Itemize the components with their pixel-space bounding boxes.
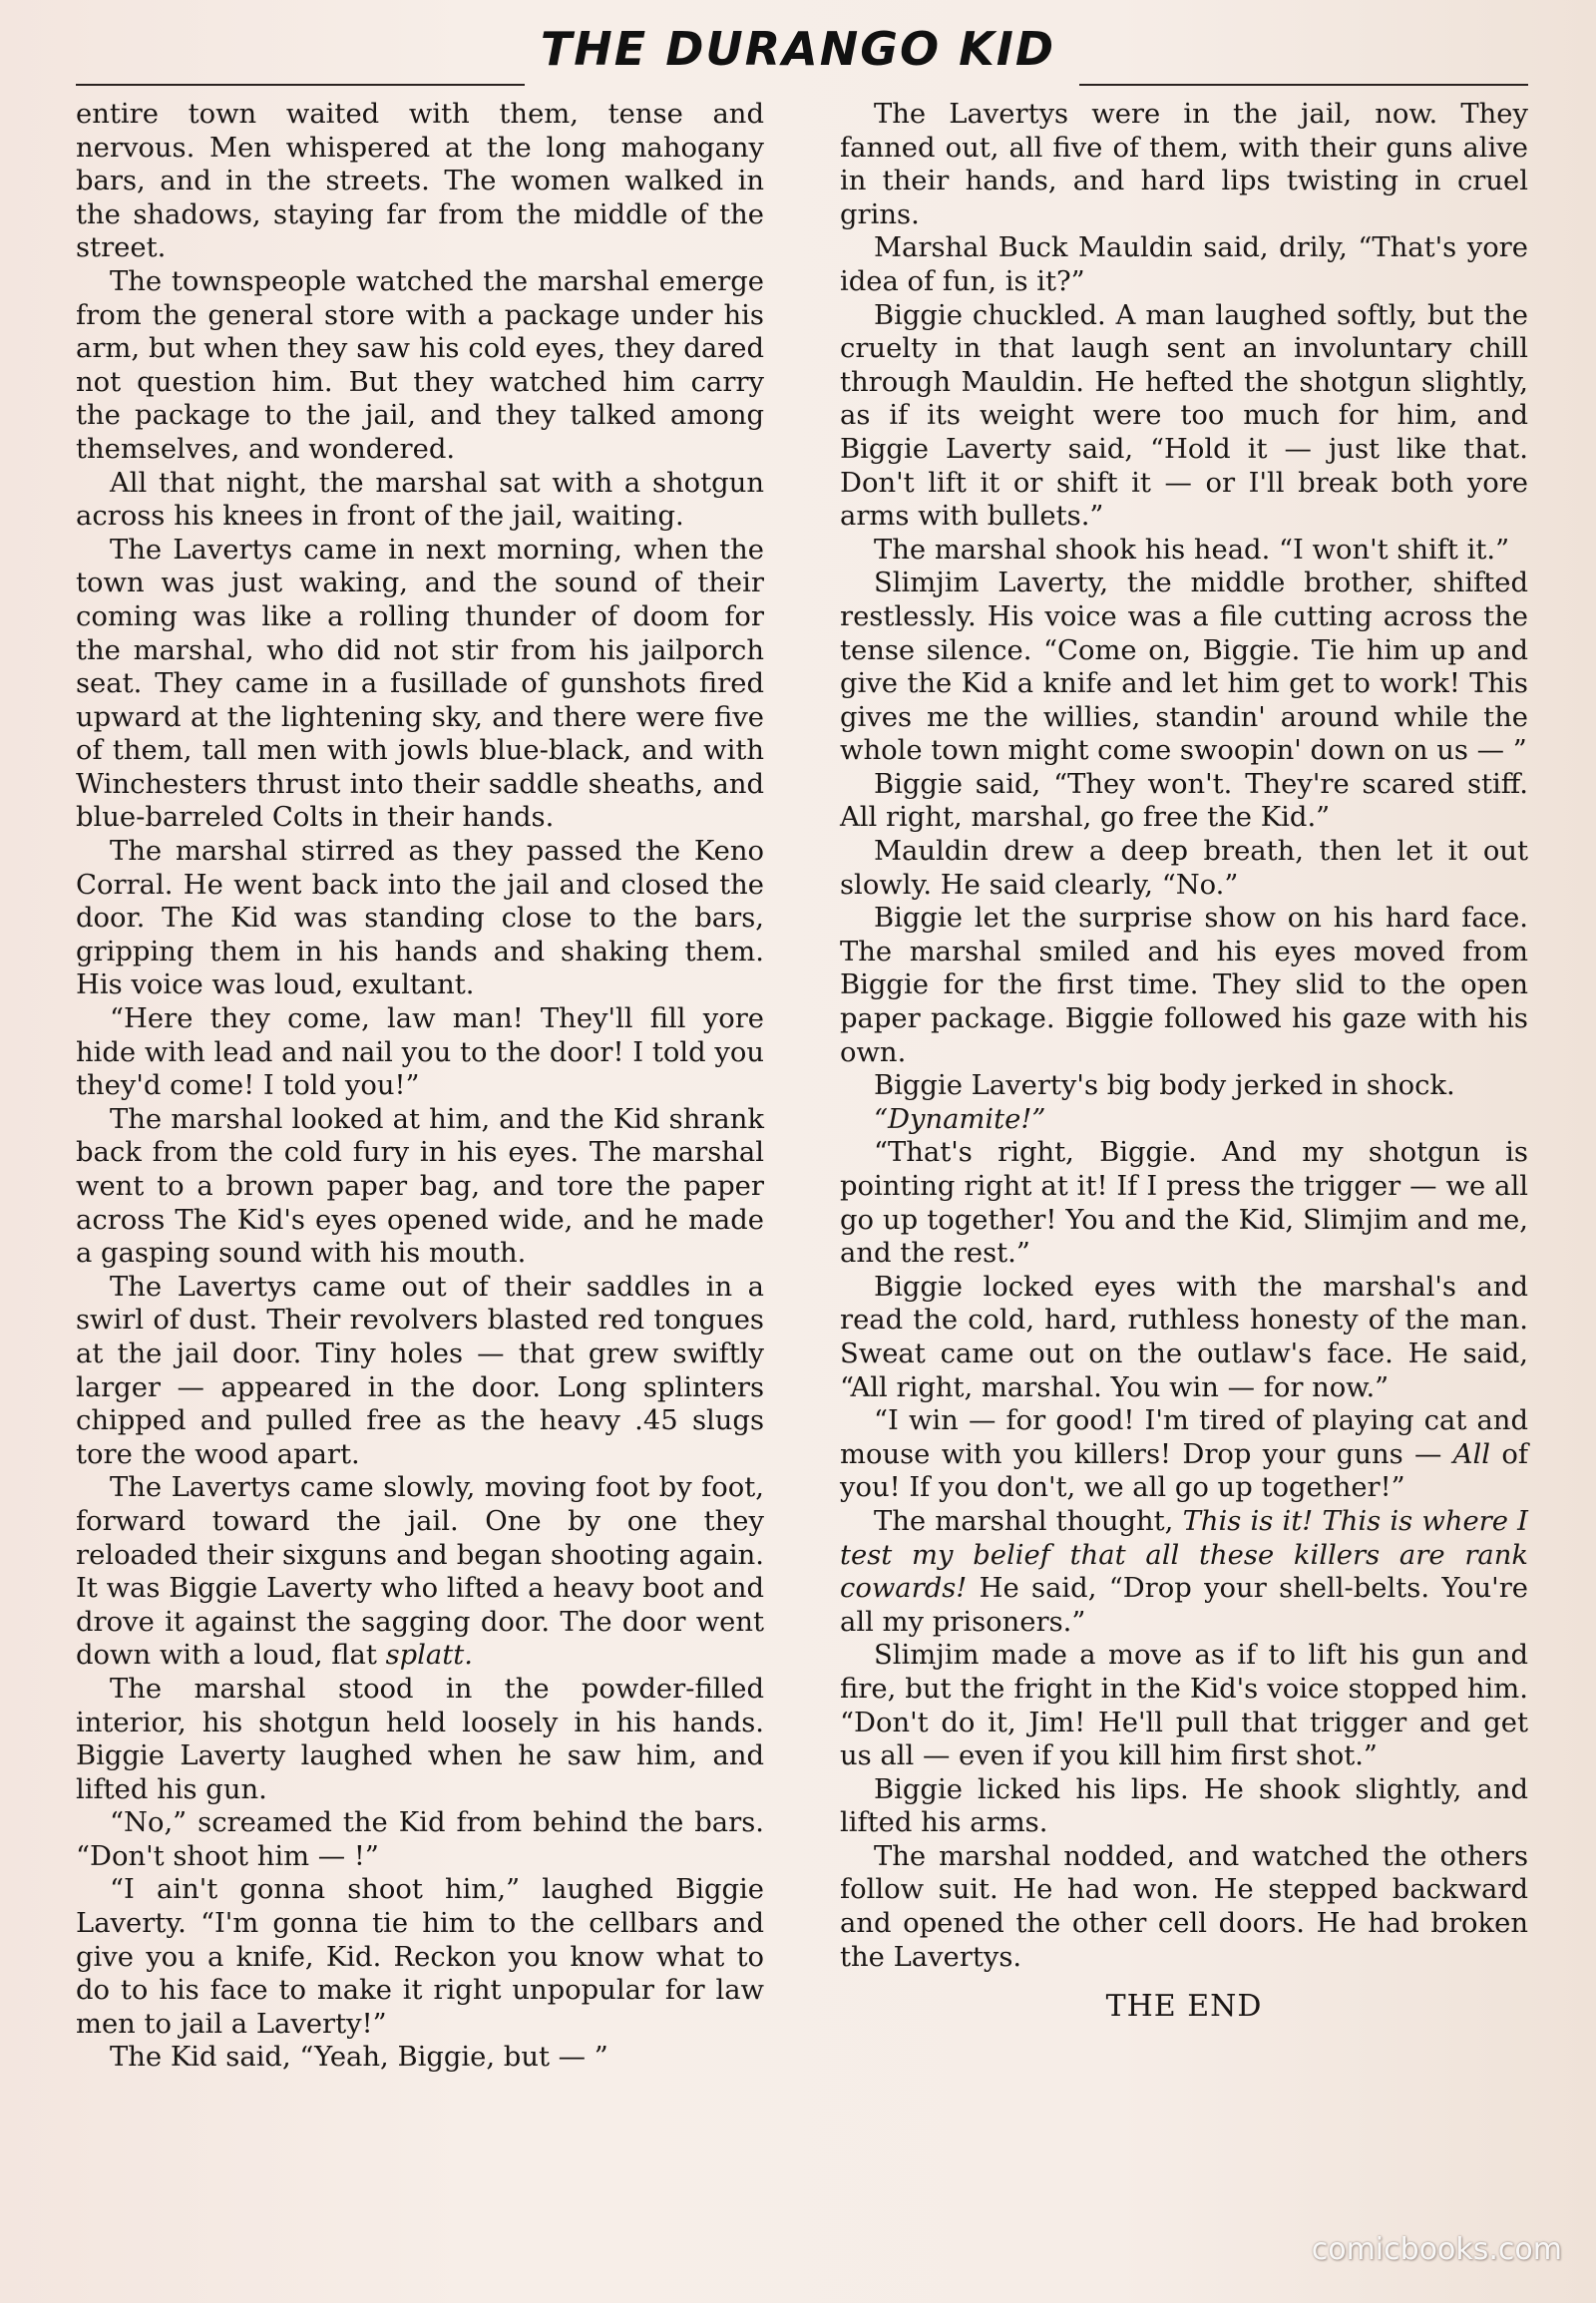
paragraph — [76, 98, 764, 265]
paragraph — [76, 265, 764, 467]
paragraph — [840, 902, 1528, 1069]
paragraph — [840, 1404, 1528, 1505]
title-rule-right — [1079, 84, 1528, 86]
paragraph-text: The Kid said, “Yeah, Biggie, but — ” — [110, 2042, 608, 2074]
paragraph-text: “Here they come, law man! They'll fill yore hide with lead and nail you to the door! I told you they'd come! I told you!” — [76, 1003, 764, 1102]
paragraph — [840, 567, 1528, 768]
paragraph — [840, 1136, 1528, 1270]
paragraph-text: The Lavertys came slowly, moving foot by foot, forward toward the jail. One by one they reloaded their sixguns and began shooting again. It was Biggie Laverty who lifted a heavy boot and drove it against the sagging door. The door went down with a loud, flat — [76, 1472, 764, 1672]
paragraph-text: The marshal looked at him, and the Kid shrank back from the cold fury in his eyes. The marshal went to a brown paper bag, and tore the paper across The Kid's eyes opened wide, and he made a gasping sound with his mouth. — [76, 1103, 764, 1270]
paragraph — [840, 534, 1528, 568]
paragraph-text: The marshal stood in the powder-filled interior, his shotgun held loosely in his hands. Biggie Laverty laughed when he saw him, and lifted his gun. — [76, 1673, 764, 1805]
paragraph — [840, 1069, 1528, 1103]
paragraph — [840, 1840, 1528, 1974]
story-column-left — [76, 98, 764, 2075]
paragraph-text: entire town waited with them, tense and nervous. Men whispered at the long mahogany bars, and in the streets. The women walked in the shadows, staying far from the middle of the street. — [76, 99, 764, 264]
paragraph-text: “I win — for good! I'm tired of playing cat and mouse with you killers! Drop your guns — — [840, 1405, 1528, 1470]
paragraph-text: Biggie chuckled. A man laughed softly, but the cruelty in that laugh sent an involuntary chill through Mauldin. He hefted the shotgun slightly, as if its weight were too much for him, and Biggie Laverty said, “Hold it — just like that. Don't lift it or shift it — or I'll break both yore arms with bullets.” — [840, 299, 1528, 533]
paragraph — [76, 534, 764, 835]
paragraph-text: “I ain't gonna shoot him,” laughed Biggie Laverty. “I'm gonna tie him to the cellbars and give you a knife, Kid. Reckon you know what to do to his face to make it right unpopular for law men to jail a Laverty!” — [76, 1874, 764, 2040]
paragraph — [76, 1271, 764, 1472]
paragraph — [76, 1873, 764, 2041]
the-end-label: THE END — [1105, 1989, 1263, 2025]
emphasis-line: “Dynamite!” — [874, 1103, 1046, 1135]
watermark: comicbooks.com — [1311, 2232, 1562, 2267]
paragraph-text: The Lavertys came in next morning, when the town was just waking, and the sound of their coming was like a rolling thunder of doom for the marshal, who did not stir from his jailporch seat. They came in a fusillade of gunshots fired upward at the lightening sky, and there were five of them, tall men with jowls blue-black, and with Winchesters thrust into their saddle sheaths, and blue-barreled Colts in their hands. — [76, 534, 764, 834]
title-rule-left — [76, 84, 525, 86]
paragraph-text-tail: He said, “Drop your shell-belts. You're all my prisoners.” — [840, 1573, 1528, 1638]
paragraph — [840, 231, 1528, 298]
paragraph-text: Mauldin drew a deep breath, then let it out slowly. He said clearly, “No.” — [840, 836, 1528, 901]
paragraph — [840, 1773, 1528, 1840]
story-column-right — [840, 98, 1528, 2024]
paragraph — [840, 1639, 1528, 1772]
emphasis-text: This is it! This is where I test my belief that all these killers are rank cowards! — [840, 1505, 1528, 1605]
paragraph-text: Biggie Laverty's big body jerked in shock. — [874, 1070, 1455, 1102]
paragraph — [840, 1271, 1528, 1404]
paragraph — [840, 1103, 1528, 1137]
page-title: THE DURANGO KID — [540, 22, 1056, 76]
paragraph-text: All that night, the marshal sat with a shotgun across his knees in front of the jail, waiting. — [76, 467, 764, 533]
paragraph-text: Biggie let the surprise show on his hard face. The marshal smiled and his eyes moved from Biggie for the first time. They slid to the open paper package. Biggie followed his gaze with his own. — [840, 903, 1528, 1068]
paragraph-text: Biggie said, “They won't. They're scared stiff. All right, marshal, go free the Kid.” — [840, 768, 1528, 834]
paragraph-text: The Lavertys came out of their saddles in a swirl of dust. Their revolvers blasted red tongues at the jail door. Tiny holes — that grew swiftly larger — appeared in the door. Long splinters chipped and pulled free as the heavy .45 slugs tore the wood apart. — [76, 1271, 764, 1470]
paragraph — [76, 467, 764, 534]
paragraph-text: “No,” screamed the Kid from behind the bars. “Don't shoot him — !” — [76, 1807, 764, 1872]
paragraph-text: “That's right, Biggie. And my shotgun is pointing right at it! If I press the trigger — we all go up together! You and the Kid, Slimjim and me, and the rest.” — [840, 1137, 1528, 1270]
paragraph — [840, 299, 1528, 534]
paragraph-text: The marshal thought, — [874, 1505, 1174, 1537]
paragraph — [76, 835, 764, 1002]
paragraph-text: The marshal nodded, and watched the others follow suit. He had won. He stepped backward and opened the other cell doors. He had broken the Lavertys. — [840, 1840, 1528, 1973]
paragraph — [840, 98, 1528, 231]
paragraph-text: The townspeople watched the marshal emerge from the general store with a package under his arm, but when they saw his cold eyes, they dared not question him. But they watched him carry the package to the jail, and they talked among themselves, and wondered. — [76, 265, 764, 465]
paragraph-text: Biggie locked eyes with the marshal's and read the cold, hard, ruthless honesty of the man. Sweat came out on the outlaw's face. He said, “All right, marshal. You win — for now.” — [840, 1271, 1528, 1403]
paragraph-text: Slimjim Laverty, the middle brother, shifted restlessly. His voice was a file cutting across the tense silence. “Come on, Biggie. Tie him up and give the Kid a knife and let him get to work! This gives me the willies, standin' around while the whole town might come swoopin' down on us — ” — [840, 568, 1528, 767]
emphasis-text: splatt. — [385, 1640, 473, 1672]
paragraph-text: The Lavertys were in the jail, now. They fanned out, all five of them, with their guns alive in their hands, and hard lips twisting in cruel grins. — [840, 99, 1528, 230]
paragraph — [76, 1673, 764, 1806]
paragraph — [76, 1806, 764, 1873]
paragraph-text: Marshal Buck Mauldin said, drily, “That's yore idea of fun, is it?” — [840, 232, 1528, 297]
paragraph-text: Biggie licked his lips. He shook slightly, and lifted his arms. — [840, 1773, 1528, 1839]
paragraph — [840, 768, 1528, 835]
paragraph — [840, 1505, 1528, 1639]
paragraph — [76, 1471, 764, 1673]
paragraph — [76, 2041, 764, 2075]
paragraph — [840, 835, 1528, 902]
paragraph — [76, 1002, 764, 1103]
paragraph-text-tail: of you! If you don't, we all go up together!” — [840, 1438, 1528, 1504]
paragraph-text: The marshal shook his head. “I won't shift it.” — [874, 534, 1510, 566]
paragraph — [76, 1103, 764, 1271]
emphasis-text: All — [1452, 1438, 1491, 1470]
paragraph-text: The marshal stirred as they passed the Keno Corral. He went back into the jail and closed the door. The Kid was standing close to the bars, gripping them in his hands and shaking them. His voice was loud, exultant. — [76, 836, 764, 1001]
paragraph-text: Slimjim made a move as if to lift his gun and fire, but the fright in the Kid's voice stopped him. “Don't do it, Jim! He'll pull that trigger and get us all — even if you kill him first shot.” — [840, 1640, 1528, 1772]
